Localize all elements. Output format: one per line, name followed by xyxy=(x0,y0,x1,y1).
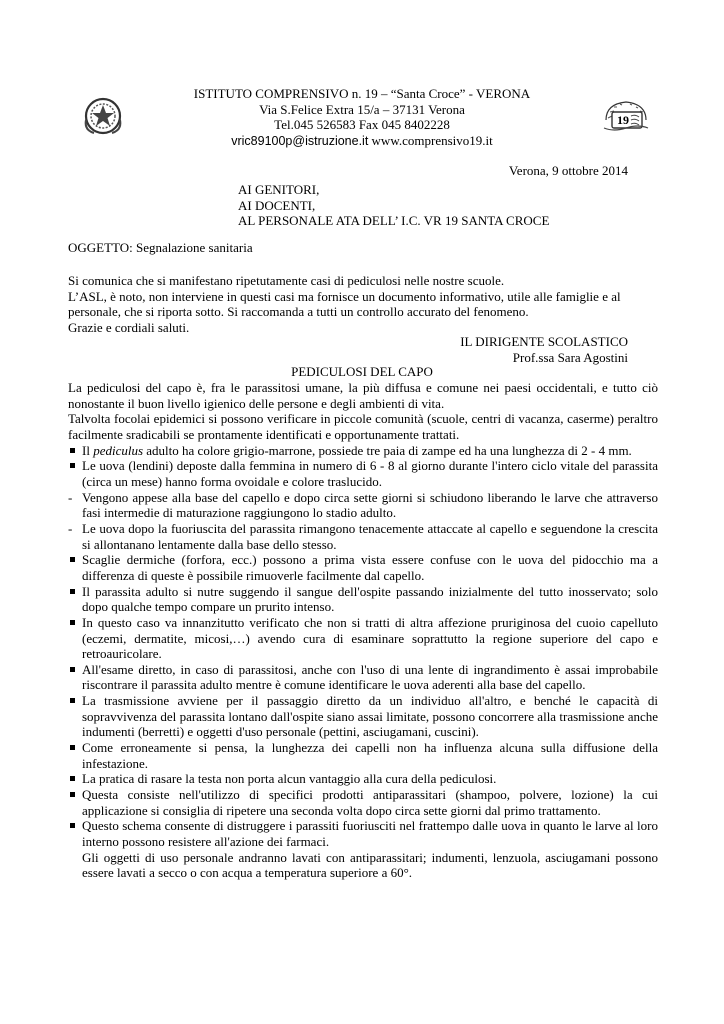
signer-role: IL DIRIGENTE SCOLASTICO xyxy=(460,334,628,349)
letter-subject: OGGETTO: Segnalazione sanitaria xyxy=(68,240,253,255)
closing-paragraph: Gli oggetti di uso personale andranno lavati con antiparassitari; indumenti, lenzuola, asciugamani possono essere lavati a secco o con acqua a temperatura superiore a 60°. xyxy=(82,849,658,881)
bullet-square-icon xyxy=(68,740,82,756)
bullet-item: Questo schema consente di distruggere i parassiti fuoriusciti nel frattempo dalle uova in quanto le larve al loro interno possono resistere all'azione dei farmaci. xyxy=(68,818,658,849)
bullet-square-icon xyxy=(68,787,82,803)
school-logo-icon xyxy=(600,94,652,134)
bullet-square-icon xyxy=(68,584,82,600)
recipients-block xyxy=(238,182,549,229)
signer-name: Prof.ssa Sara Agostini xyxy=(512,349,628,365)
school-name: ISTITUTO COMPRENSIVO n. 19 – “Santa Croce” - VERONA xyxy=(193,86,531,101)
dash-marker: - xyxy=(68,520,73,536)
bullet-square-icon xyxy=(68,458,82,474)
school-email-link[interactable]: vric89100p@istruzione.it xyxy=(231,133,369,148)
bullet-square-icon xyxy=(68,662,82,678)
document-title: PEDICULOSI DEL CAPO xyxy=(291,364,433,379)
school-address: Via S.Felice Extra 15/a – 37131 Verona xyxy=(259,101,465,117)
pediculosis-body xyxy=(68,380,658,881)
intro-line: Grazie e cordiali saluti. xyxy=(68,319,190,335)
bullet-item: In questo caso va innanzitutto verificato che non si tratti di altra affezione pruriginosa del cuoio capelluto (eczemi, dermatite, micosi,…) avendo cura di esaminare soprattutto la regione superiore del capo e retroauricolare. xyxy=(68,615,658,662)
bullet-square-icon xyxy=(68,818,82,834)
emphasized-term: pediculus xyxy=(93,442,144,458)
intro-line: L’ASL, è noto, non interviene in questi casi ma fornisce un documento informativo, utile alle famiglie e al xyxy=(68,288,621,304)
bullet-item: Le uova (lendini) deposte dalla femmina in numero di 6 - 8 al giorno durante l'intero ciclo vitale del parassita (circa un mese) hanno forma ovoidale e colore traslucido. xyxy=(68,458,658,489)
recipient-parents: AI GENITORI, xyxy=(238,182,320,197)
body-paragraph: Talvolta focolai epidemici si possono verificare in piccole comunità (scuole, centri di vacanza, caserme) peraltro facilmente sradicabili se prontamente identificati e opportunamente trattati. xyxy=(68,411,658,442)
bullet-item: All'esame diretto, in caso di parassitosi, anche con l'uso di una lente di ingrandimento è assai improbabile riscontrare il parassita adulto mentre è comune identificare le uova aderenti alla base del capello. xyxy=(68,662,658,693)
school-contacts xyxy=(0,133,724,150)
dash-marker: - xyxy=(68,489,73,505)
bullet-item: La pratica di rasare la testa non porta alcun vantaggio alla cura della pediculosi. xyxy=(68,771,658,787)
bullet-item: Il parassita adulto si nutre suggendo il sangue dell'ospite passando inizialmente del tutto inosservato; solo dopo qualche tempo compare un prurito intenso. xyxy=(68,584,658,615)
recipient-teachers: AI DOCENTI, xyxy=(238,197,316,213)
school-phone-fax: Tel.045 526583 Fax 045 8402228 xyxy=(274,117,450,132)
bullet-item: Questa consiste nell'utilizzo di specifici prodotti antiparassitari (shampoo, polvere, lozione) la cui applicazione si consiglia di ripetere una seconda volta dopo circa sette giorni dal primo trattamento. xyxy=(68,787,658,818)
bullet-square-icon xyxy=(68,771,82,787)
school-logo-number: 19 xyxy=(617,113,629,127)
intro-line: Si comunica che si manifestano ripetutamente casi di pediculosi nelle nostre scuole. xyxy=(68,273,505,288)
bullet-square-icon xyxy=(68,615,82,631)
body-paragraph: La pediculosi del capo è, fra le parassitosi umane, la più diffusa e comune nei paesi occidentali, e tutto ciò nonostante il buon livello igienico delle persone e degli ambienti di vita. xyxy=(68,380,658,411)
bullet-square-icon xyxy=(68,443,82,459)
bullet-item: La trasmissione avviene per il passaggio diretto da un individuo all'altro, e benché le capacità di sopravvivenza del parassita lontano dall'ospite siano assai limitate, possono concorrere alla trasmissione anche indumenti (berretti) e oggetti d'uso personale (pettini, asciugamani, cuscini). xyxy=(68,693,658,740)
letter-date: Verona, 9 ottobre 2014 xyxy=(508,163,628,178)
dash-item: - Le uova dopo la fuoriuscita del parassita rimangono tenacemente attaccate al capello e seguendone la crescita si allontanano lentamente dalla base dello stesso. xyxy=(68,520,658,552)
bullet-item: Scaglie dermiche (forfora, ecc.) possono a prima vista essere confuse con le uova del pidocchio ma a differenza di queste è possibile rimuoverle facilmente dal capello. xyxy=(68,552,658,583)
intro-paragraph xyxy=(68,273,658,335)
dash-item: - Vengono appese alla base del capello e dopo circa sette giorni si schiudono liberando le larve che attraverso fasi intermedie di maturazione raggiungono lo stadio adulto. xyxy=(68,489,658,521)
bullet-item: Come erroneamente si pensa, la lunghezza dei capelli non ha influenza alcuna sulla diffusione della infestazione. xyxy=(68,740,658,771)
recipient-ata-staff: AL PERSONALE ATA DELL’ I.C. VR 19 SANTA CROCE xyxy=(238,213,550,228)
bullet-square-icon xyxy=(68,693,82,709)
bullet-square-icon xyxy=(68,552,82,568)
intro-line: personale, che si riporta sotto. Si raccomanda a tutti un controllo accurato del fenomeno. xyxy=(68,304,529,320)
signature-block xyxy=(460,334,628,365)
bullet-item: Il pediculus adulto ha colore grigio-marrone, possiede tre paia di zampe ed ha una lunghezza di 2 - 4 mm. xyxy=(68,443,658,459)
school-website-link[interactable]: www.comprensivo19.it xyxy=(368,132,493,148)
